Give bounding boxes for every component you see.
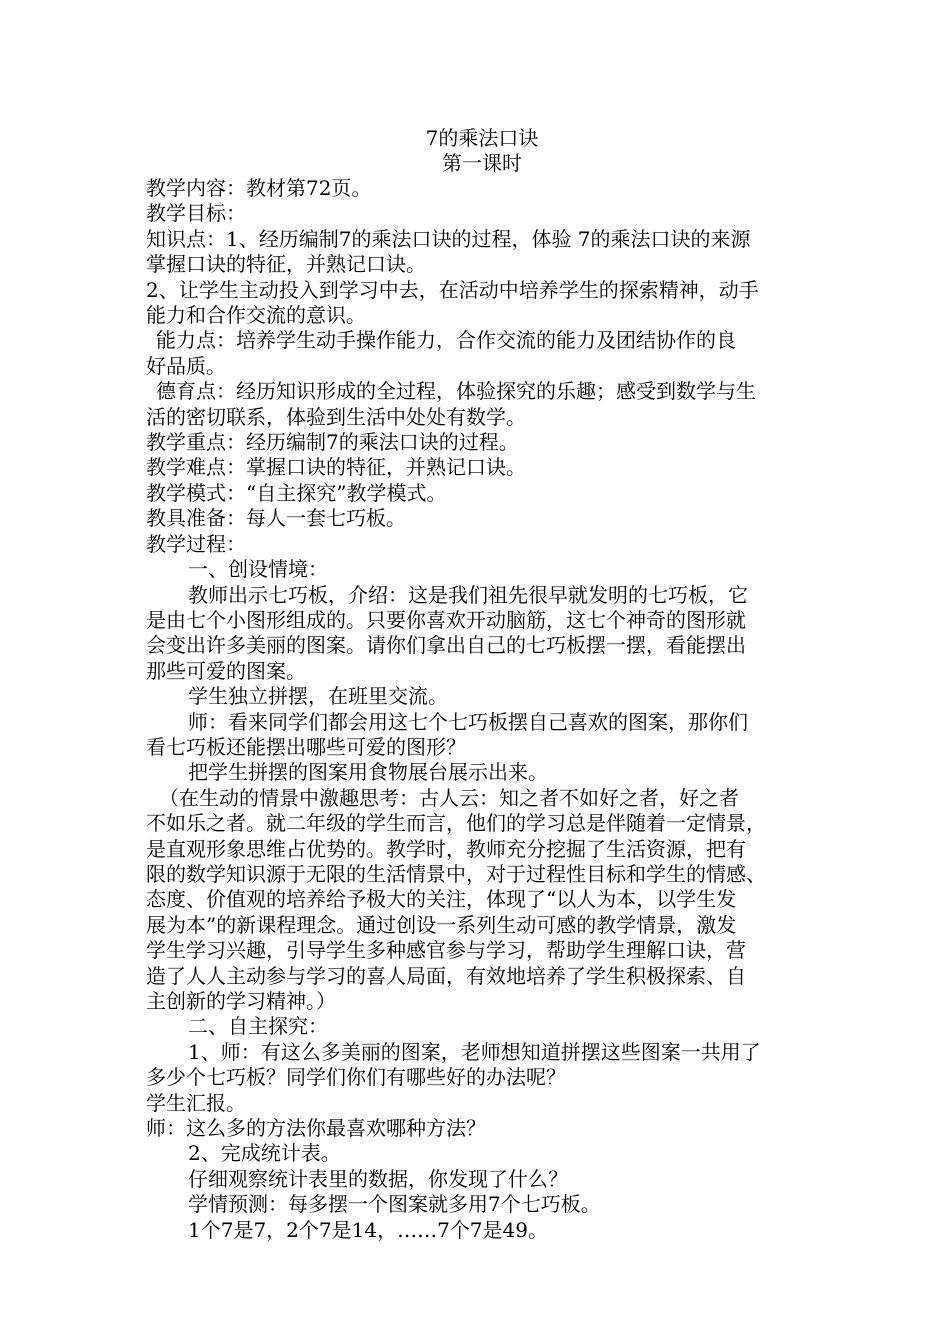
text-line: 活的密切联系，体验到生活中处处有数学。: [146, 404, 526, 429]
text-line: 能力点：培养学生动手操作能力，合作交流的能力及团结协作的良: [156, 328, 736, 353]
document-page: [146, 126, 818, 1243]
text-line: 二、自主探究：: [188, 1014, 328, 1039]
text-line: 多少个七巧板？同学们你们有哪些好的办法呢？: [146, 1065, 566, 1090]
text-line: 教学难点：掌握口诀的特征，并熟记口诀。: [146, 455, 526, 480]
text-line: 1个7是7，2个7是14，……7个7是49。: [188, 1217, 548, 1242]
text-line: 那些可爱的图案。: [146, 658, 306, 683]
text-line: 好品质。: [146, 353, 226, 378]
text-line: 2、完成统计表。: [188, 1141, 341, 1166]
text-line: 学生汇报。: [146, 1090, 246, 1115]
text-line: 把学生拼摆的图案用食物展台展示出来。: [188, 760, 548, 785]
text-line: 掌握口诀的特征，并熟记口诀。: [146, 252, 426, 277]
text-line: 知识点：1、经历编制7的乘法口诀的过程，体验 7的乘法口诀的来源: [146, 226, 751, 251]
text-line: 教学模式：“自主探究”教学模式。: [146, 480, 447, 505]
document-subtitle: 第一课时: [442, 151, 522, 175]
text-line: 2、让学生主动投入到学习中去，在活动中培养学生的探索精神，动手: [146, 277, 759, 302]
text-line: 态度、价值观的培养给予极大的关注，体现了“以人为本，以学生发: [146, 887, 737, 912]
text-line: 教师出示七巧板，介绍：这是我们祖先很早就发明的七巧板，它: [188, 582, 748, 607]
text-line: 看七巧板还能摆出哪些可爱的图形？: [146, 734, 466, 759]
text-line: 能力和合作交流的意识。: [146, 303, 366, 328]
document-title: 7的乘法口诀: [425, 126, 539, 150]
text-line: 一、创设情境：: [188, 557, 328, 582]
text-line: 教具准备：每人一套七巧板。: [146, 506, 406, 531]
text-line: 德育点：经历知识形成的全过程，体验探究的乐趣；感受到数学与生: [156, 379, 756, 404]
text-line: 教学过程：: [146, 531, 246, 556]
text-line: 主创新的学习精神。）: [146, 989, 336, 1013]
text-line: 教学目标：: [146, 201, 246, 226]
text-line: （在生动的情景中激趣思考：古人云：知之者不如好之者，好之者: [159, 785, 739, 810]
text-line: 师：这么多的方法你最喜欢哪种方法？: [146, 1116, 486, 1141]
text-line: 造了人人主动参与学习的喜人局面，有效地培养了学生积极探索、自: [146, 963, 746, 988]
text-line: 师：看来同学们都会用这七个七巧板摆自己喜欢的图案，那你们: [188, 709, 748, 734]
text-line: 1、师：有这么多美丽的图案，老师想知道拼摆这些图案一共用了: [188, 1039, 761, 1064]
text-line: 学生独立拼摆，在班里交流。: [188, 684, 448, 709]
text-line: 学情预测：每多摆一个图案就多用7个七巧板。: [188, 1192, 601, 1217]
text-line: 学生学习兴趣，引导学生多种感官参与学习，帮助学生理解口诀，营: [146, 938, 746, 963]
text-line: 限的数学知识源于无限的生活情景中，对于过程性目标和学生的情感、: [146, 861, 766, 886]
text-line: 教学重点：经历编制7的乘法口诀的过程。: [146, 430, 519, 455]
text-line: 展为本”的新课程理念。通过创设一系列生动可感的教学情景，激发: [146, 912, 737, 937]
text-line: 会变出许多美丽的图案。请你们拿出自己的七巧板摆一摆，看能摆出: [146, 633, 746, 658]
text-line: 不如乐之者。就二年级的学生而言，他们的学习总是伴随着一定情景，: [146, 811, 766, 836]
text-line: 教学内容：教材第72页。: [146, 176, 372, 200]
text-line: 是由七个小图形组成的。只要你喜欢开动脑筋，这七个神奇的图形就: [146, 607, 746, 632]
text-line: 是直观形象思维占优势的。教学时，教师充分挖掘了生活资源，把有: [146, 836, 746, 861]
document-body: [146, 176, 818, 1243]
text-line: 仔细观察统计表里的数据，你发现了什么？: [188, 1166, 568, 1191]
